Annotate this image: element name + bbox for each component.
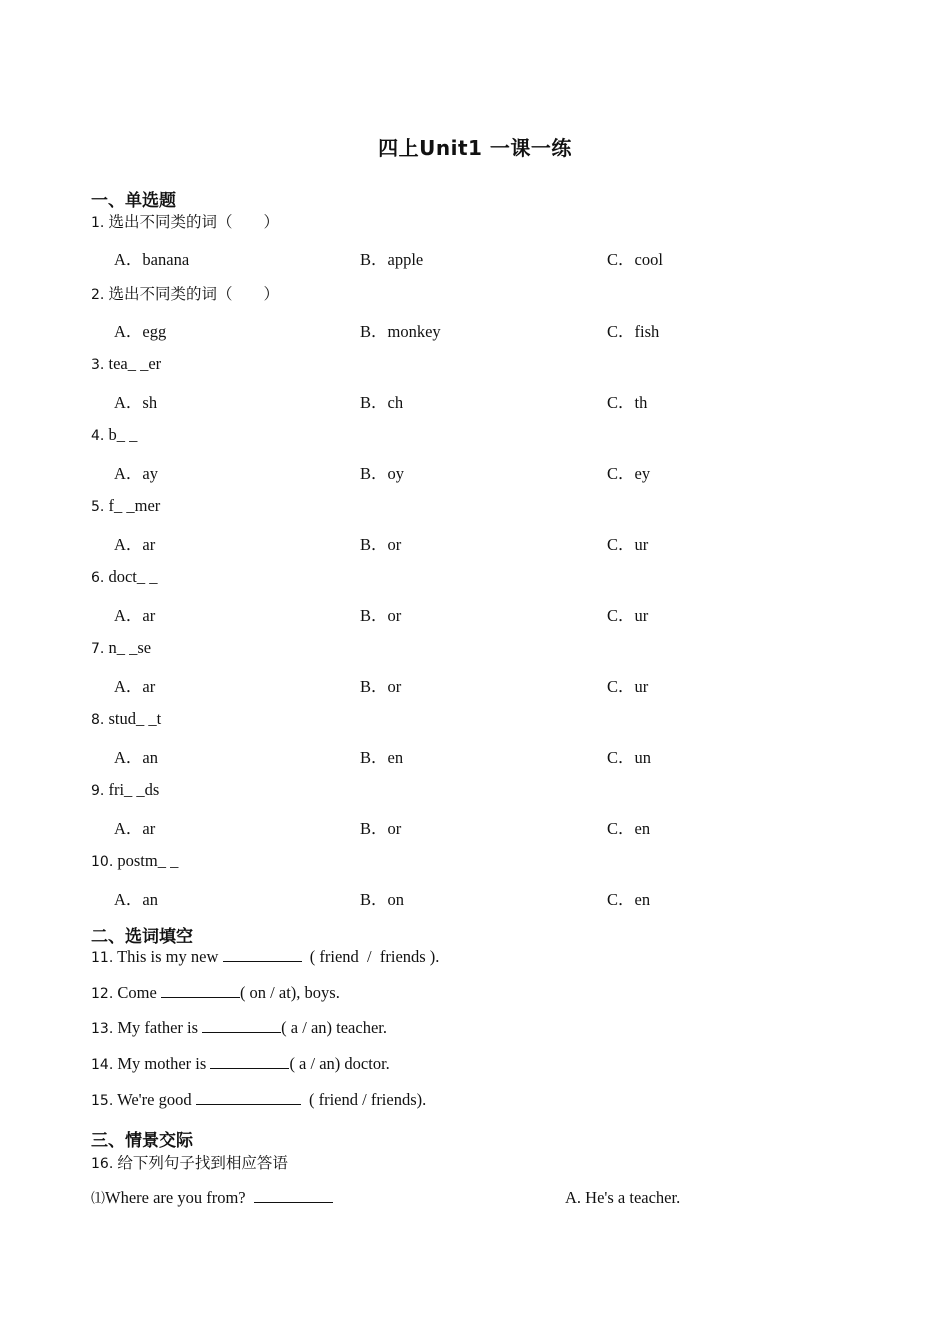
question-number: 5.: [91, 499, 105, 515]
option-b: B．or: [360, 535, 402, 554]
question-number: 3.: [91, 357, 105, 373]
question-1: [91, 210, 279, 232]
item-text: Where are you from?: [105, 1188, 254, 1207]
question-15: [91, 1090, 426, 1110]
question-text-before: Come: [117, 983, 161, 1002]
item-number: ⑴: [91, 1192, 105, 1207]
question-10: [91, 851, 178, 871]
match-answer-a: A. He's a teacher.: [565, 1188, 681, 1207]
question-12: [91, 983, 340, 1003]
question-stem: b_ _: [108, 425, 138, 444]
option-b: B．ch: [360, 393, 404, 412]
question-text-before: We're good: [117, 1090, 196, 1109]
option-a: A．ay: [114, 464, 158, 483]
question-stem: 选出不同类的词（ ）: [108, 285, 279, 303]
question-14: [91, 1054, 390, 1074]
question-4: [91, 425, 137, 445]
option-a: A．ar: [114, 677, 156, 696]
option-c: C．th: [607, 393, 648, 412]
question-number: 6.: [91, 570, 105, 586]
question-number: 16.: [91, 1156, 114, 1172]
question-text-after: ( a / an) doctor.: [289, 1054, 390, 1073]
question-11: [91, 947, 439, 967]
answer-blank[interactable]: [254, 1188, 333, 1203]
option-c: C．en: [607, 890, 651, 909]
question-number: 1.: [91, 215, 105, 231]
question-stem: doct_ _: [108, 567, 158, 586]
question-5: [91, 496, 160, 516]
page-title: 四上Unit1 一课一练: [378, 136, 572, 160]
question-9: [91, 780, 159, 800]
question-stem: stud_ _t: [108, 709, 162, 728]
answer-blank[interactable]: [223, 947, 302, 962]
option-a: A．banana: [114, 250, 190, 269]
question-text-after: ( friend / friends).: [300, 1090, 427, 1109]
question-text-before: My father is: [117, 1018, 203, 1037]
option-c: C．ur: [607, 535, 649, 554]
option-a: A．sh: [114, 393, 158, 412]
question-number: 13.: [91, 1021, 114, 1037]
option-c: C．fish: [607, 322, 660, 341]
question-text-after: ( on / at), boys.: [239, 983, 340, 1002]
option-c: C．en: [607, 819, 651, 838]
question-stem: 给下列句子找到相应答语: [117, 1154, 288, 1172]
option-b: B．on: [360, 890, 405, 909]
question-6: [91, 567, 158, 587]
option-c: C．ey: [607, 464, 651, 483]
question-number: 14.: [91, 1057, 114, 1073]
question-number: 12.: [91, 986, 114, 1002]
option-c: C．ur: [607, 606, 649, 625]
option-c: C．ur: [607, 677, 649, 696]
question-3: [91, 354, 161, 374]
question-16: [91, 1151, 288, 1173]
option-b: B．or: [360, 677, 402, 696]
section-heading-fill-in: 二、选词填空: [91, 927, 193, 947]
option-b: B．en: [360, 748, 404, 767]
answer-blank[interactable]: [196, 1090, 301, 1105]
question-number: 4.: [91, 428, 105, 444]
answer-blank[interactable]: [210, 1054, 289, 1069]
question-number: 11.: [91, 950, 114, 966]
question-stem: f_ _mer: [108, 496, 161, 515]
option-a: A．an: [114, 748, 158, 767]
question-13: [91, 1018, 387, 1038]
section-heading-single-choice: 一、单选题: [91, 191, 176, 211]
question-text-before: This is my new: [117, 947, 223, 966]
option-a: A．ar: [114, 819, 156, 838]
question-number: 8.: [91, 712, 105, 728]
option-b: B．monkey: [360, 322, 441, 341]
option-a: A．an: [114, 890, 158, 909]
answer-blank[interactable]: [161, 983, 240, 998]
question-stem: 选出不同类的词（ ）: [108, 213, 279, 231]
question-stem: tea_ _er: [108, 354, 162, 373]
option-a: A．egg: [114, 322, 167, 341]
question-number: 7.: [91, 641, 105, 657]
answer-blank[interactable]: [202, 1018, 281, 1033]
question-2: [91, 282, 279, 304]
question-number: 2.: [91, 287, 105, 303]
question-stem: fri_ _ds: [108, 780, 160, 799]
option-b: B．oy: [360, 464, 405, 483]
option-a: A．ar: [114, 535, 156, 554]
option-a: A．ar: [114, 606, 156, 625]
question-number: 9.: [91, 783, 105, 799]
option-b: B．apple: [360, 250, 424, 269]
question-text-after: ( a / an) teacher.: [281, 1018, 387, 1037]
question-number: 15.: [91, 1093, 114, 1109]
question-text-after: ( friend / friends ).: [301, 947, 440, 966]
question-text-before: My mother is: [117, 1054, 211, 1073]
option-c: C．cool: [607, 250, 663, 269]
question-7: [91, 638, 151, 658]
question-stem: postm_ _: [117, 851, 179, 870]
option-c: C．un: [607, 748, 652, 767]
question-stem: n_ _se: [108, 638, 152, 657]
question-number: 10.: [91, 854, 114, 870]
question-8: [91, 709, 161, 729]
option-b: B．or: [360, 606, 402, 625]
match-item-1: [91, 1188, 333, 1208]
option-b: B．or: [360, 819, 402, 838]
section-heading-situational: 三、情景交际: [91, 1131, 193, 1151]
